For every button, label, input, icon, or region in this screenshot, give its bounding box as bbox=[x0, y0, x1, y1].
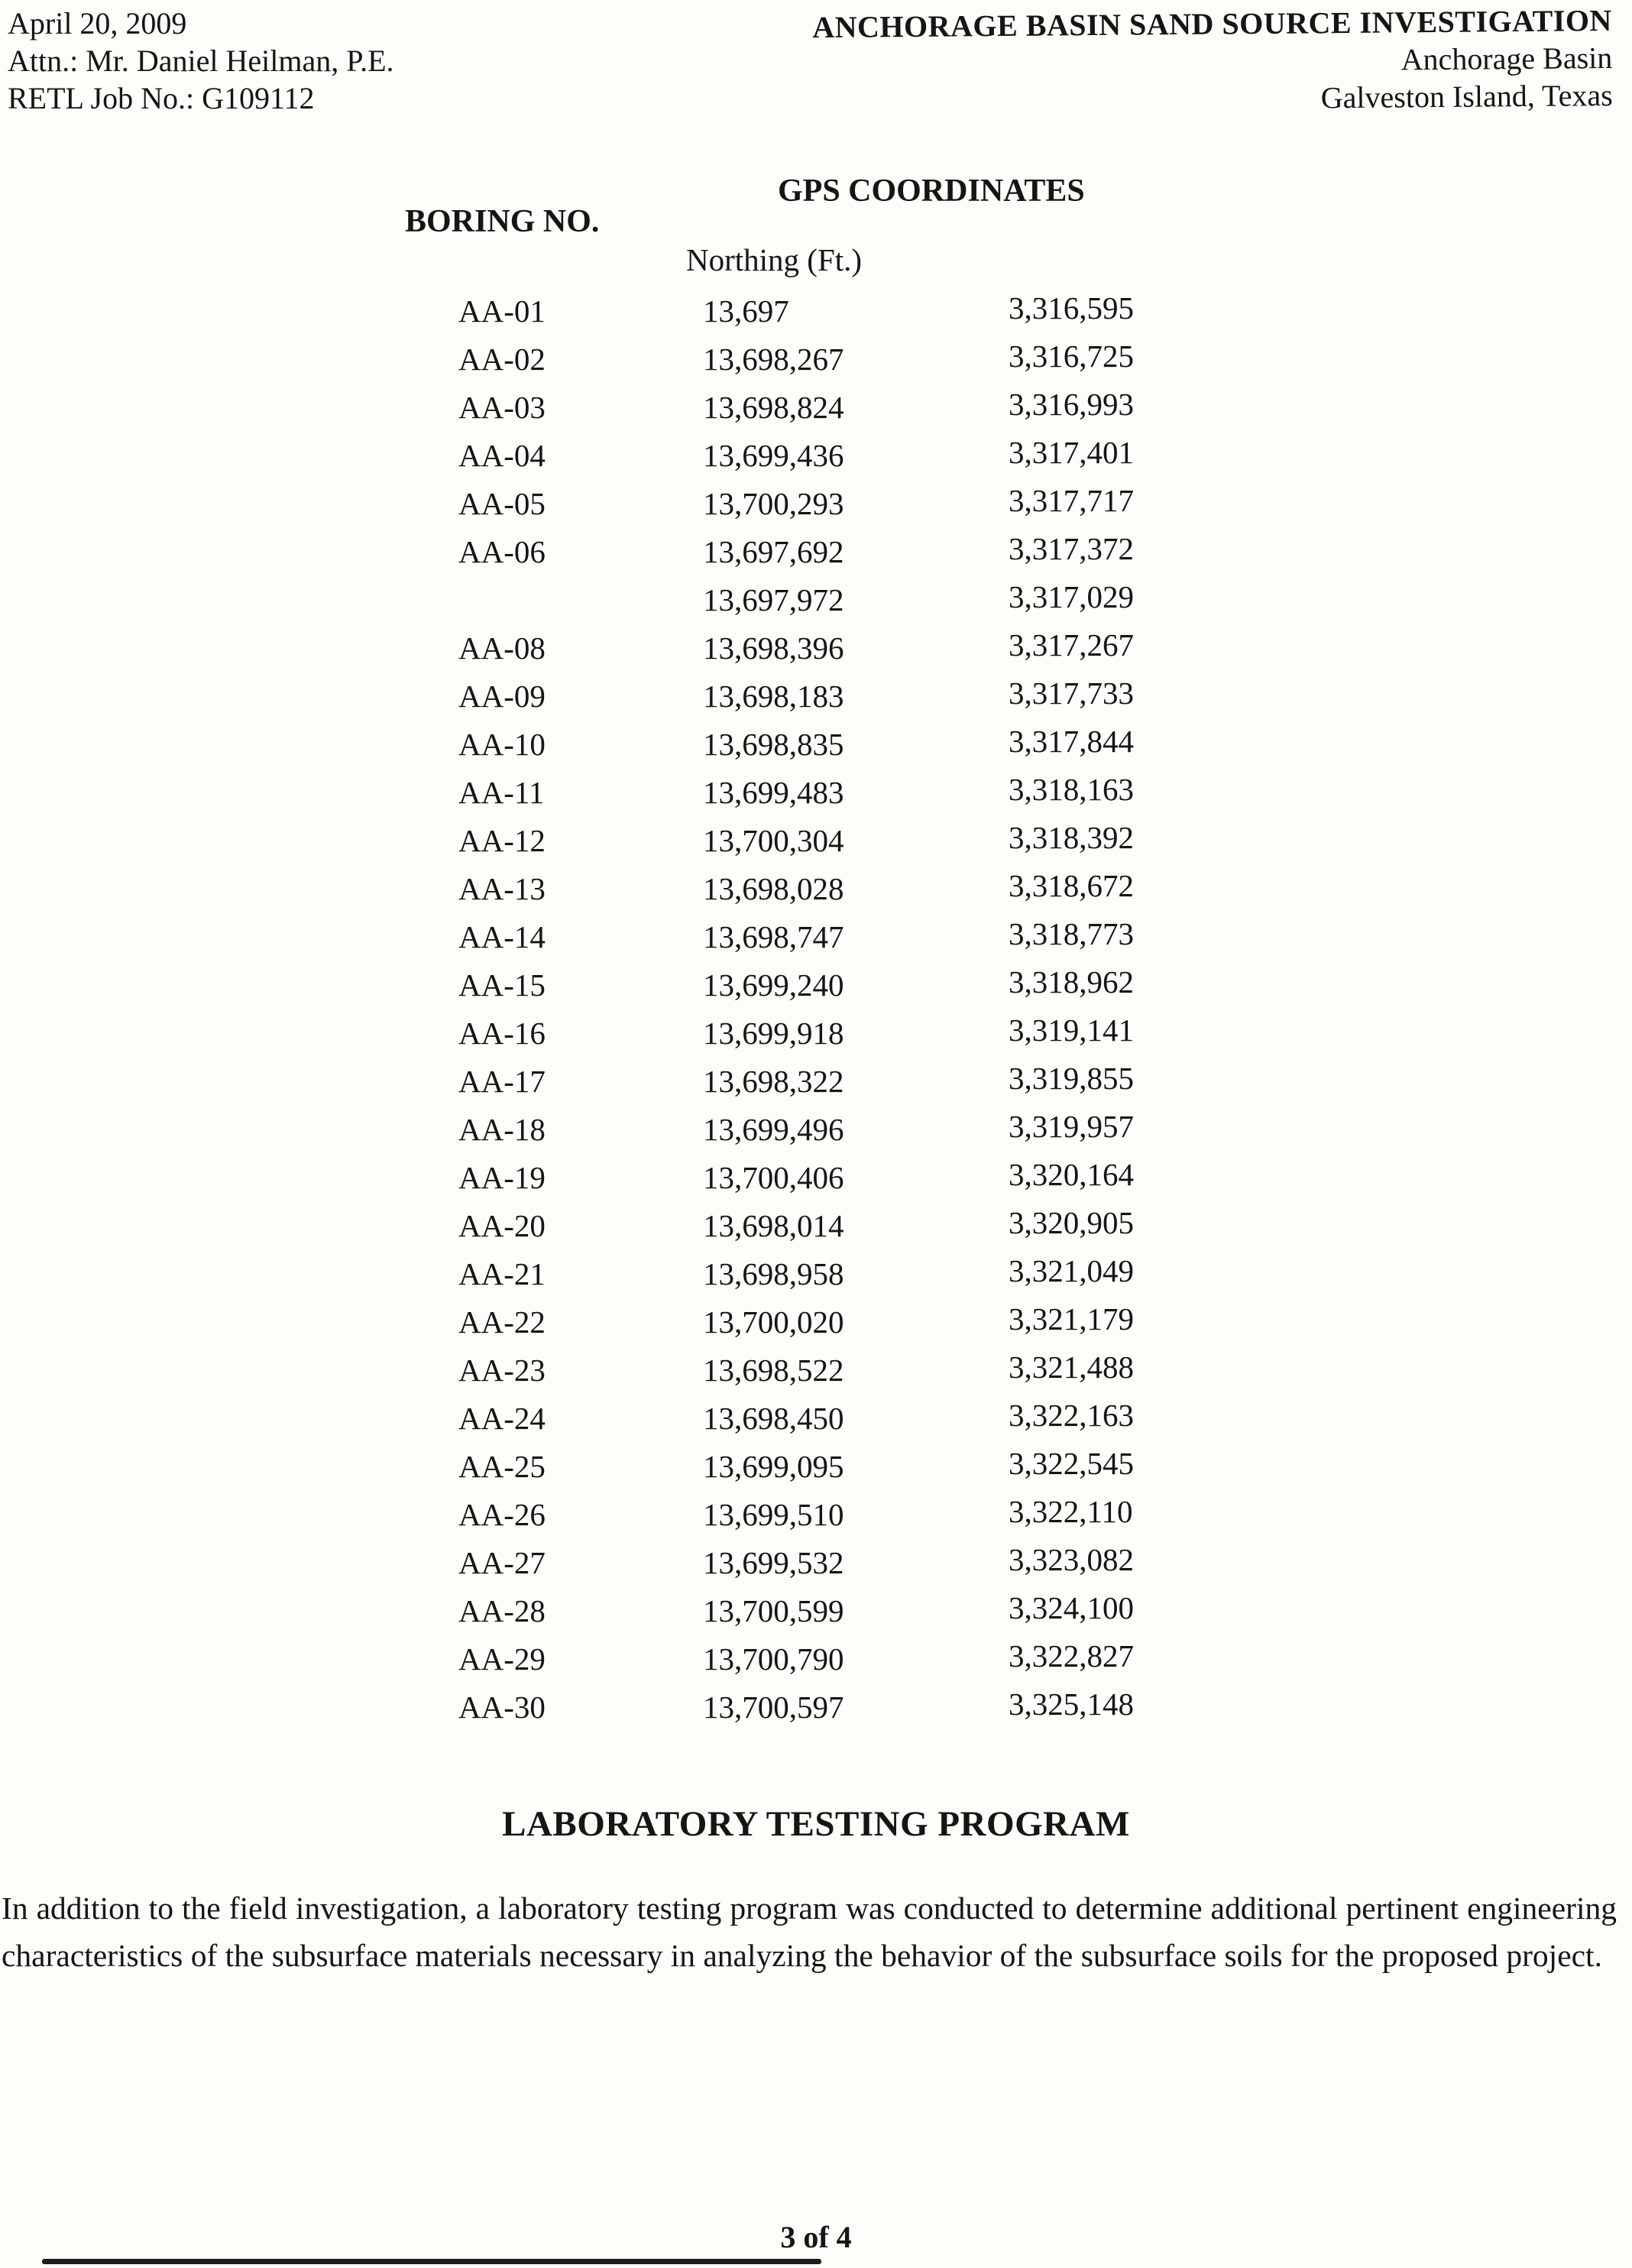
easting-cell: 3,324,100 bbox=[1009, 1590, 1134, 1625]
boring-no-cell: AA-10 bbox=[458, 727, 546, 762]
table-row bbox=[405, 870, 1322, 919]
scan-edge-artifact bbox=[42, 2259, 821, 2264]
easting-cell: 3,321,049 bbox=[1009, 1253, 1134, 1288]
table-row bbox=[405, 290, 1322, 341]
table-row bbox=[405, 579, 1322, 630]
boring-no-cell: AA-12 bbox=[458, 823, 546, 858]
boring-no-cell: AA-27 bbox=[458, 1545, 546, 1580]
boring-no-cell: AA-11 bbox=[458, 775, 545, 810]
northing-cell: 13,700,790 bbox=[703, 1641, 844, 1677]
boring-no-cell: AA-15 bbox=[458, 967, 546, 1003]
easting-cell: 3,320,164 bbox=[1009, 1157, 1134, 1192]
job-number: RETL Job No.: G109112 bbox=[8, 81, 315, 115]
table-row bbox=[405, 341, 1322, 389]
boring-no-cell: AA-03 bbox=[458, 390, 546, 425]
section-title: LABORATORY TESTING PROGRAM bbox=[502, 1804, 1130, 1844]
table-row bbox=[405, 437, 1322, 485]
easting-cell: 3,316,993 bbox=[1009, 387, 1134, 422]
easting-cell: 3,317,733 bbox=[1009, 676, 1134, 711]
boring-no-cell: AA-30 bbox=[458, 1690, 546, 1725]
easting-cell: 3,316,595 bbox=[1009, 290, 1134, 326]
table-row bbox=[405, 1592, 1322, 1641]
table-row bbox=[405, 1400, 1322, 1448]
header-right-block bbox=[812, 2, 1613, 121]
easting-cell: 3,322,545 bbox=[1009, 1446, 1134, 1481]
table-row bbox=[405, 533, 1322, 582]
northing-cell: 13,700,293 bbox=[703, 486, 844, 521]
easting-cell: 3,319,957 bbox=[1009, 1109, 1134, 1144]
northing-cell: 13,698,835 bbox=[703, 727, 844, 762]
coordinates-table-body bbox=[405, 290, 1322, 1737]
northing-cell: 13,699,918 bbox=[703, 1016, 844, 1051]
table-row bbox=[405, 1638, 1322, 1689]
boring-no-cell: AA-21 bbox=[458, 1256, 546, 1291]
northing-cell: 13,700,406 bbox=[703, 1160, 844, 1195]
northing-cell: 13,698,014 bbox=[703, 1208, 844, 1243]
easting-cell: 3,317,267 bbox=[1009, 627, 1134, 663]
northing-cell: 13,697 bbox=[703, 293, 789, 329]
northing-cell: 13,698,450 bbox=[703, 1401, 844, 1436]
northing-cell: 13,699,240 bbox=[703, 967, 844, 1003]
boring-no-cell: AA-28 bbox=[458, 1593, 546, 1628]
easting-cell: 3,317,717 bbox=[1009, 483, 1134, 518]
northing-cell: 13,698,028 bbox=[703, 871, 844, 906]
page-number: 3 of 4 bbox=[780, 2220, 852, 2254]
northing-cell: 13,699,532 bbox=[703, 1545, 844, 1580]
boring-no-cell: AA-06 bbox=[458, 534, 546, 569]
table-row bbox=[405, 389, 1322, 437]
easting-cell: 3,322,110 bbox=[1009, 1494, 1133, 1529]
northing-cell: 13,700,020 bbox=[703, 1304, 844, 1340]
project-location: Galveston Island, Texas bbox=[1320, 77, 1614, 115]
easting-cell: 3,322,163 bbox=[1009, 1398, 1134, 1433]
easting-cell: 3,317,029 bbox=[1009, 579, 1134, 614]
table-row bbox=[405, 1686, 1322, 1737]
table-row bbox=[405, 1349, 1322, 1400]
easting-cell: 3,318,163 bbox=[1009, 772, 1134, 807]
attention-line: Attn.: Mr. Daniel Heilman, P.E. bbox=[8, 44, 394, 78]
boring-no-cell: AA-26 bbox=[458, 1497, 546, 1532]
boring-no-cell: AA-04 bbox=[458, 438, 546, 473]
northing-cell: 13,698,958 bbox=[703, 1256, 844, 1291]
table-row bbox=[405, 964, 1322, 1015]
boring-no-cell: AA-09 bbox=[458, 679, 546, 714]
table-row bbox=[405, 1015, 1322, 1063]
northing-cell: 13,700,599 bbox=[703, 1593, 844, 1628]
northing-cell: 13,698,396 bbox=[703, 630, 844, 666]
easting-cell: 3,318,672 bbox=[1009, 868, 1134, 903]
northing-cell: 13,698,522 bbox=[703, 1353, 844, 1388]
northing-cell: 13,700,304 bbox=[703, 823, 844, 858]
table-row bbox=[405, 1207, 1322, 1256]
boring-no-cell: AA-22 bbox=[458, 1304, 546, 1340]
document-date: April 20, 2009 bbox=[8, 6, 187, 40]
table-row bbox=[405, 726, 1322, 774]
northing-cell: 13,698,183 bbox=[703, 679, 844, 714]
northing-cell: 13,699,095 bbox=[703, 1449, 844, 1484]
project-name: Anchorage Basin bbox=[1400, 40, 1613, 77]
easting-cell: 3,317,401 bbox=[1009, 435, 1134, 470]
gps-coordinates-header: GPS COORDINATES bbox=[778, 173, 1085, 209]
table-row bbox=[405, 485, 1322, 533]
boring-no-cell: AA-08 bbox=[458, 630, 546, 666]
northing-cell: 13,697,692 bbox=[703, 534, 844, 569]
easting-cell: 3,318,773 bbox=[1009, 916, 1134, 951]
northing-cell: 13,699,510 bbox=[703, 1497, 844, 1532]
boring-no-cell: AA-23 bbox=[458, 1353, 546, 1388]
boring-no-cell: AA-02 bbox=[458, 342, 546, 377]
northing-cell: 13,698,824 bbox=[703, 390, 844, 425]
table-row bbox=[405, 1111, 1322, 1159]
boring-no-cell: AA-29 bbox=[458, 1641, 546, 1677]
northing-cell: 13,697,972 bbox=[703, 582, 844, 617]
table-row bbox=[405, 1063, 1322, 1111]
easting-cell: 3,321,488 bbox=[1009, 1349, 1134, 1385]
northing-cell: 13,699,496 bbox=[703, 1112, 844, 1147]
northing-cell: 13,699,483 bbox=[703, 775, 844, 810]
table-row bbox=[405, 1544, 1322, 1592]
table-row bbox=[405, 1253, 1322, 1304]
table-row bbox=[405, 1496, 1322, 1544]
boring-no-column-header: BORING NO. bbox=[405, 204, 600, 239]
northing-subheader: Northing (Ft.) bbox=[686, 242, 863, 277]
easting-cell: 3,317,844 bbox=[1009, 724, 1134, 759]
boring-no-cell: AA-14 bbox=[458, 919, 546, 954]
boring-no-cell: AA-13 bbox=[458, 871, 546, 906]
northing-cell: 13,698,322 bbox=[703, 1064, 844, 1099]
report-title: ANCHORAGE BASIN SAND SOURCE INVESTIGATION bbox=[812, 2, 1613, 45]
easting-cell: 3,316,725 bbox=[1009, 339, 1134, 374]
easting-cell: 3,321,179 bbox=[1009, 1301, 1134, 1336]
table-row bbox=[405, 822, 1322, 870]
table-row bbox=[405, 627, 1322, 678]
easting-cell: 3,322,827 bbox=[1009, 1638, 1134, 1673]
boring-no-cell: AA-17 bbox=[458, 1064, 546, 1099]
easting-cell: 3,318,392 bbox=[1009, 820, 1134, 855]
table-row bbox=[405, 1301, 1322, 1352]
easting-cell: 3,323,082 bbox=[1009, 1542, 1134, 1577]
table-row bbox=[405, 774, 1322, 822]
boring-no-cell: AA-19 bbox=[458, 1160, 546, 1195]
table-row bbox=[405, 1159, 1322, 1207]
easting-cell: 3,318,962 bbox=[1009, 964, 1134, 1000]
easting-cell: 3,319,141 bbox=[1009, 1013, 1134, 1048]
body-paragraph: In addition to the field investigation, a laboratory testing program was conducted to determine additional pertinent engineering characteristics of the subsurface materials necessary in analyzing the behavior of the subsurface soils for the proposed project. bbox=[2, 1891, 1617, 1973]
easting-cell: 3,320,905 bbox=[1009, 1205, 1134, 1240]
northing-cell: 13,698,267 bbox=[703, 342, 844, 377]
boring-no-cell: AA-24 bbox=[458, 1401, 546, 1436]
header-left-block bbox=[8, 5, 394, 117]
easting-cell: 3,325,148 bbox=[1009, 1686, 1134, 1722]
table-row bbox=[405, 916, 1322, 967]
boring-no-cell: AA-25 bbox=[458, 1449, 546, 1484]
table-row bbox=[405, 1448, 1322, 1496]
boring-no-cell: AA-05 bbox=[458, 486, 546, 521]
northing-cell: 13,700,597 bbox=[703, 1690, 844, 1725]
easting-cell: 3,317,372 bbox=[1009, 531, 1134, 566]
boring-no-cell: AA-20 bbox=[458, 1208, 546, 1243]
boring-no-cell: AA-18 bbox=[458, 1112, 546, 1147]
boring-no-cell: AA-01 bbox=[458, 293, 546, 329]
boring-no-cell: AA-16 bbox=[458, 1016, 546, 1051]
table-row bbox=[405, 678, 1322, 726]
northing-cell: 13,699,436 bbox=[703, 438, 844, 473]
northing-cell: 13,698,747 bbox=[703, 919, 844, 954]
easting-cell: 3,319,855 bbox=[1009, 1061, 1134, 1096]
